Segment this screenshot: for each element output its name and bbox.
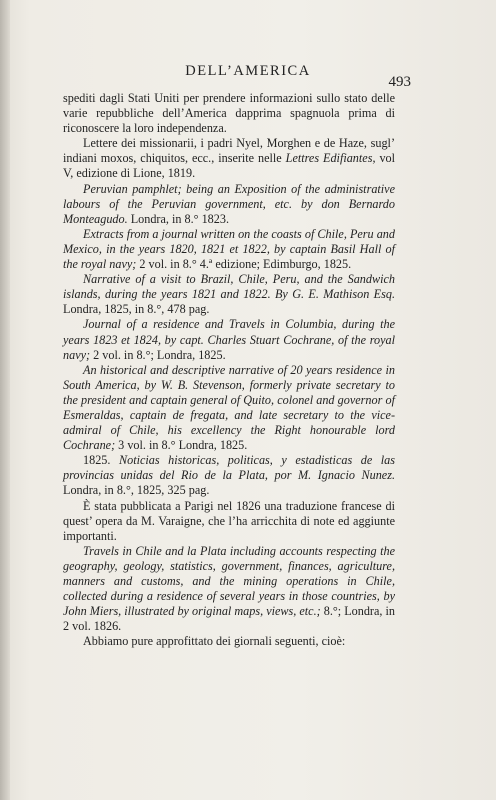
paragraph-text: vol V, edizione di Lione, 1819. — [63, 151, 396, 181]
paragraph-text: spediti dagli Stati Uniti per prendere informazioni sullo stato delle varie repubbliche dell’America dapprima spagnuola prima di riconoscere la loro independenza. — [63, 91, 395, 136]
paragraph-text: Abbiamo pure approfittato dei giornali seguenti, cioè: — [83, 634, 346, 649]
paragraph-1 — [63, 91, 395, 136]
publication-info: 3 vol. in 8.° Londra, 1825. — [115, 438, 248, 453]
paragraph-text: Lettere dei missionarii, i padri Nyel, Morghen e de Haze, sugl’ indiani moxos, chiquitos, ecc., inserite nelle — [63, 136, 395, 166]
paragraph-8 — [63, 453, 395, 498]
page-header — [0, 63, 496, 90]
running-head: DELL’AMERICA — [185, 63, 311, 79]
book-title: Lettres Edifiantes, — [285, 151, 376, 166]
book-title: Journal of a residence and Travels in Columbia, during the years 1823 et 1824, by capt. Charles Stuart Cochrane, of the royal navy; — [63, 317, 395, 362]
book-title: Narrative of a visit to Brazil, Chile, Peru, and the Sandwich islands, during the years 1821 and 1822. By G. E. Mathison Esq. — [63, 272, 395, 302]
book-title: Extracts from a journal written on the coasts of Chile, Peru and Mexico, in the years 1820, 1821 et 1822, by captain Basil Hall of the royal navy; — [63, 226, 395, 272]
book-title: Peruvian pamphlet; being an Exposition of the administrative labours of the Peruvian government, etc. by don Bernardo Monteagudo. — [63, 181, 395, 226]
page-number: 493 — [388, 74, 411, 90]
publication-info: 2 vol. in 8.°; Londra, 1825. — [90, 347, 226, 362]
paragraph-7 — [63, 363, 395, 454]
publication-info: Londra, in 8.° 1823. — [127, 211, 230, 226]
paragraph-5 — [63, 272, 395, 317]
paragraph-2 — [63, 136, 395, 181]
book-title: Travels in Chile and la Plata including accounts respecting the geography, geology, statistics, government, finances, agriculture, manners and customs, and the mining operations in Chile, collected during a residence of several years in those countries, by John Miers, illustrated by original maps, views, etc.; — [63, 543, 395, 619]
paragraph-text: 1825. — [83, 453, 119, 468]
page-gutter-shadow — [0, 0, 10, 800]
page-body — [63, 91, 395, 649]
book-title: Noticias historicas, politicas, y estadisticas de las provincias unidas del Rio de la Plata, por M. Ignacio Nunez. — [63, 453, 395, 483]
book-title: An historical and descriptive narrative of 20 years residence in South America, by W. B. Stevenson, formerly private secretary to the president and captain general of Quito, colonel and governor of Esmeraldas, captain de fregata, and late secretary to the vice-admiral of Chile, his excellency the Right honourable lord Cochrane; — [63, 362, 395, 453]
publication-info: Londra, in 8.°, 1825, 325 pag. — [63, 483, 210, 498]
paragraph-text: È stata pubblicata a Parigi nel 1826 una traduzione francese di quest’ opera da M. Varaigne, che l’ha arricchita di note ed aggiunte importanti. — [63, 498, 395, 543]
paragraph-11 — [63, 634, 395, 649]
paragraph-3 — [63, 182, 395, 227]
paragraph-4 — [63, 227, 395, 272]
publication-info: Londra, 1825, in 8.°, 478 pag. — [63, 302, 210, 317]
paragraph-6 — [63, 317, 395, 362]
publication-info: 8.°; Londra, in 2 vol. 1826. — [63, 604, 395, 634]
paragraph-10 — [63, 544, 395, 635]
publication-info: 2 vol. in 8.° 4.ª edizione; Edimburgo, 1825. — [136, 257, 352, 272]
paragraph-9 — [63, 499, 395, 544]
